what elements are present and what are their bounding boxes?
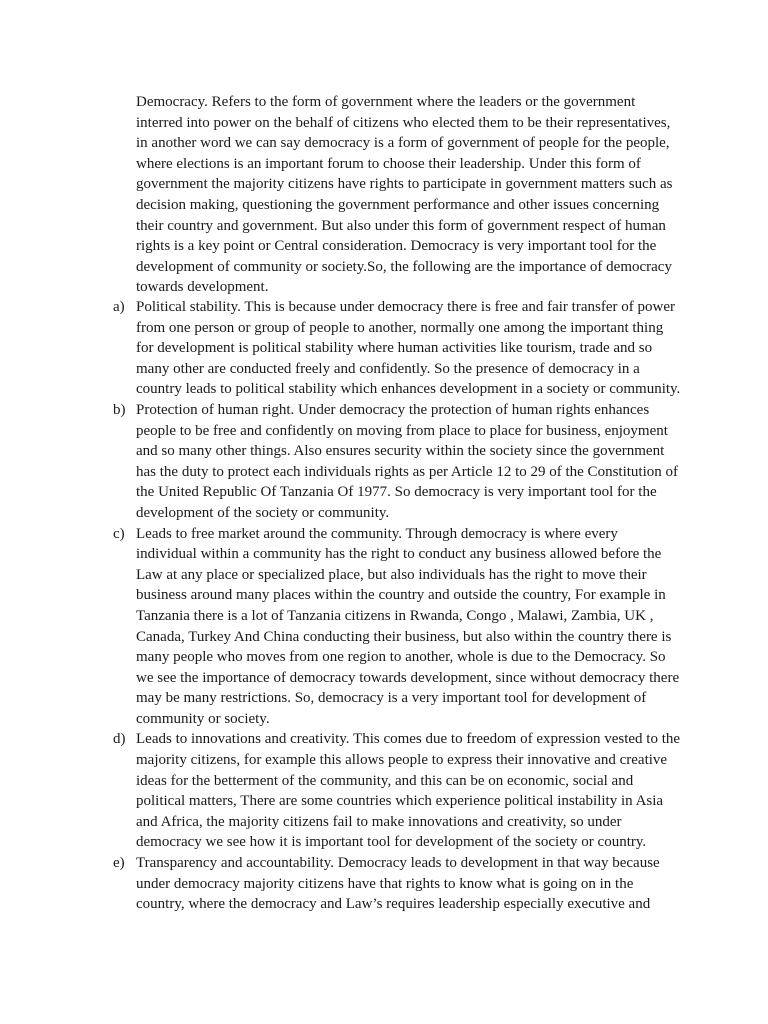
list-item-text: Transparency and accountability. Democracy leads to development in that way because under democracy majority citizens have that rights to know what is going on in the country, where the democracy and Law’s requires leadership especially executive and <box>136 855 660 913</box>
list-item <box>0 729 768 853</box>
list-item <box>0 524 768 730</box>
list-item-text: Protection of human right. Under democracy the protection of human rights enhances people to be free and confidently on moving from place to place for business, enjoyment and so many other things. Also ensures security within the society since the government has the duty to protect each individuals rights as per Article 12 to 29 of the Constitution of the United Republic Of Tanzania Of 1977. So democracy is very important tool for the development of the society or community. <box>136 401 678 521</box>
list-marker: d) <box>113 731 126 748</box>
list-item-text: Leads to free market around the community. Through democracy is where every individual within a community has the right to conduct any business allowed before the Law at any place or specialized place, but also individuals has the right to move their business around many places within the country and outside the country, For example in Tanzania there is a lot of Tanzania citizens in Rwanda, Congo , Malawi, Zambia, UK , Canada, Turkey And China conducting their business, but also within the country there is many people who moves from one region to another, whole is due to the Democracy. So we see the importance of democracy towards development, since without democracy there may be many restrictions. So, democracy is a very important tool for development of community or society. <box>136 525 680 727</box>
list-item-text: Leads to innovations and creativity. This comes due to freedom of expression vested to the majority citizens, for example this allows people to express their innovative and creative ideas for the betterment of the community, and this can be on economic, social and political matters, There are some countries which experience political instability in Asia and Africa, the majority citizens fail to make innovations and creativity, so under democracy we see how it is important tool for development of the society or country. <box>136 731 681 851</box>
list-item <box>0 853 768 915</box>
list-item <box>0 297 768 400</box>
intro-paragraph: Democracy. Refers to the form of government where the leaders or the government interred into power on the behalf of citizens who elected them to be their representatives, in another word we can say democracy is a form of government of people for the people, where elections is an important forum to choose their leadership. Under this form of government the majority citizens have rights to participate in government matters such as decision making, questioning the government performance and other issues concerning their country and government. But also under this form of government respect of human rights is a key point or Central consideration. Democracy is very important tool for the development of community or society.So, the following are the importance of democracy towards development. <box>136 94 673 296</box>
importance-list <box>0 297 768 915</box>
list-marker: a) <box>113 299 125 315</box>
list-item-text: Political stability. This is because under democracy there is free and fair transfer of power from one person or group of people to another, normally one among the important thing for development is political stability where human activities like tourism, trade and so many other are conducted freely and confidently. So the presence of democracy in a country leads to political stability which enhances development in a society or community. <box>136 299 681 398</box>
list-marker: b) <box>113 401 126 418</box>
list-item <box>0 400 768 524</box>
list-marker: c) <box>113 525 125 542</box>
list-marker: e) <box>113 855 125 872</box>
